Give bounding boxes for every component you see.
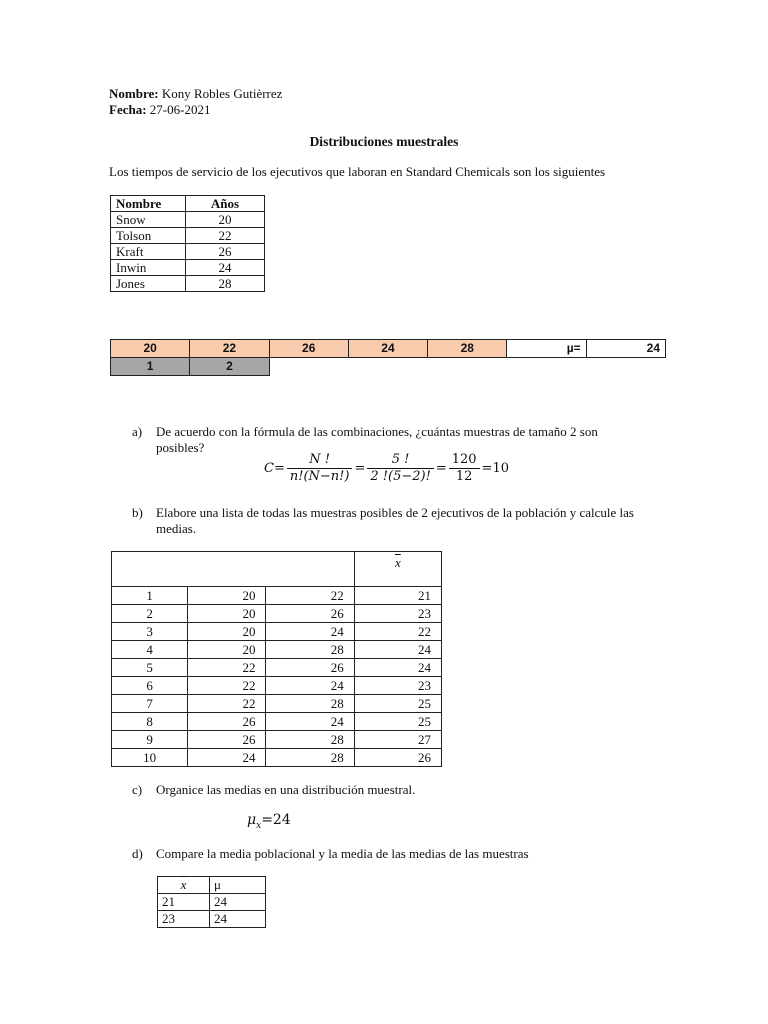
sample-value-2: 24 (266, 677, 354, 695)
sample-value-1: 22 (188, 659, 266, 677)
table-row (111, 244, 265, 260)
column-header-years: Años (186, 196, 265, 212)
samples-header-row (112, 552, 442, 587)
formula-fraction-3: $\frac{120}{12}$ (449, 452, 480, 485)
formula-result: 10 (492, 461, 509, 476)
sample-value-1: 22 (188, 677, 266, 695)
intro-text: Los tiempos de servicio de los ejecutivos que laboran en Standard Chemicals son los siguientes (109, 164, 606, 179)
table-row (158, 911, 266, 928)
cell-mu: 24 (210, 911, 266, 928)
sample-index: 3 (112, 623, 188, 641)
formula-fraction-1: $\frac{N !}{n!(N-n!)}$ (287, 452, 353, 485)
table-row (112, 659, 442, 677)
sample-index: 9 (112, 731, 188, 749)
sample-mean: 27 (354, 731, 441, 749)
cell-xbar: 23 (158, 911, 210, 928)
cell-years: 24 (186, 260, 265, 276)
value-cell: 20 (111, 340, 190, 358)
table-row (112, 605, 442, 623)
sample-value-1: 24 (188, 749, 266, 767)
sample-index: 10 (112, 749, 188, 767)
date-value: 27-06-2021 (149, 102, 211, 117)
table-header-row (111, 196, 265, 212)
sample-mean: 26 (354, 749, 441, 767)
cell-name: Snow (111, 212, 186, 228)
cell-mu: 24 (210, 894, 266, 911)
table-row (112, 677, 442, 695)
table-row (111, 276, 265, 292)
table-row (158, 894, 266, 911)
table-row (112, 713, 442, 731)
mu-label: µ= (507, 340, 586, 358)
date-label: Fecha: (109, 102, 147, 117)
question-b-text: Elabore una lista de todas las muestras posibles de 2 ejecutivos de la población y calcule las medias. (156, 505, 634, 536)
column-header-xbar: $\overline{x}$ (158, 877, 210, 894)
question-c (132, 782, 652, 800)
sampling-mean-formula (247, 812, 291, 831)
sample-value-1: 26 (188, 713, 266, 731)
sample-mean: 24 (354, 641, 441, 659)
sample-value-1: 20 (188, 605, 266, 623)
value-cell: 24 (348, 340, 427, 358)
question-d (132, 846, 652, 864)
sample-mean: 23 (354, 605, 441, 623)
name-value: Kony Robles Gutièrrez (161, 86, 283, 101)
sample-index: 2 (112, 605, 188, 623)
table-row (111, 212, 265, 228)
question-a-text: De acuerdo con la fórmula de las combinaciones, ¿cuántas muestras de tamaño 2 son posibles? (156, 424, 598, 455)
sample-value-1: 20 (188, 587, 266, 605)
sample-index: 4 (112, 641, 188, 659)
value-cell: 26 (269, 340, 348, 358)
sample-index: 1 (112, 587, 188, 605)
question-b (132, 505, 652, 539)
sample-value-2: 26 (266, 605, 354, 623)
comparison-table (157, 876, 266, 928)
name-label: Nombre: (109, 86, 159, 101)
sample-index: 6 (112, 677, 188, 695)
sample-value-1: 26 (188, 731, 266, 749)
sample-index: 8 (112, 713, 188, 731)
cell-years: 20 (186, 212, 265, 228)
sample-value-2: 26 (266, 659, 354, 677)
service-table (110, 195, 265, 292)
date-line (109, 102, 282, 118)
sample-value-2: 28 (266, 695, 354, 713)
comparison-header-row (158, 877, 266, 894)
formula-fraction-2: $\frac{5 !}{2 !(5-2)!}$ (367, 452, 433, 485)
cell-name: Tolson (111, 228, 186, 244)
sample-index: 5 (112, 659, 188, 677)
mu-subscript: x (256, 820, 262, 831)
sample-mean: 24 (354, 659, 441, 677)
sample-value-2: 22 (266, 587, 354, 605)
sample-value-1: 22 (188, 695, 266, 713)
sample-mean: 25 (354, 695, 441, 713)
cell-name: Jones (111, 276, 186, 292)
cell-years: 22 (186, 228, 265, 244)
mu-value: =24 (261, 812, 291, 828)
sample-size-cell: 2 (190, 358, 269, 376)
sample-value-2: 28 (266, 731, 354, 749)
sample-value-1: 20 (188, 641, 266, 659)
value-cell: 22 (190, 340, 269, 358)
column-header-name: Nombre (111, 196, 186, 212)
table-row (111, 228, 265, 244)
table-row (112, 641, 442, 659)
formula-lhs: C (264, 461, 274, 476)
table-row (112, 587, 442, 605)
question-c-text: Organice las medias en una distribución muestral. (156, 782, 416, 797)
combination-formula: C= $\frac{N !}{n!(N-n!)}$ = $\frac{5 !}{2 !(5-2)!}$ = $\frac{120}{12}$ =10 (264, 452, 509, 484)
cell-years: 28 (186, 276, 265, 292)
question-d-text: Compare la media poblacional y la media de las medias de las muestras (156, 846, 529, 861)
sample-index: 7 (112, 695, 188, 713)
table-row (112, 695, 442, 713)
sample-mean: 23 (354, 677, 441, 695)
cell-xbar: 21 (158, 894, 210, 911)
table-row (112, 749, 442, 767)
sample-size-row (111, 358, 666, 376)
question-c-label: c) (132, 782, 143, 797)
mu-value: 24 (586, 340, 665, 358)
cell-years: 26 (186, 244, 265, 260)
sample-mean: 22 (354, 623, 441, 641)
sample-value-2: 24 (266, 623, 354, 641)
column-header-mu: μ (210, 877, 266, 894)
table-row (112, 623, 442, 641)
samples-table (111, 551, 442, 767)
name-line (109, 86, 282, 102)
mean-header: $\overline{x}$ (354, 552, 441, 587)
sample-mean: 21 (354, 587, 441, 605)
sample-value-2: 28 (266, 641, 354, 659)
values-row (111, 340, 666, 358)
mu-symbol: μ (247, 812, 257, 828)
question-d-label: d) (132, 846, 143, 861)
header-block (109, 86, 282, 118)
table-row (112, 731, 442, 749)
sample-mean: 25 (354, 713, 441, 731)
sample-size-cell: 1 (111, 358, 190, 376)
question-b-label: b) (132, 505, 143, 520)
cell-name: Kraft (111, 244, 186, 260)
value-cell: 28 (428, 340, 507, 358)
sample-value-1: 20 (188, 623, 266, 641)
table-row (111, 260, 265, 276)
question-a-label: a) (132, 424, 143, 439)
page-title: Distribuciones muestrales (309, 134, 459, 149)
sample-value-2: 24 (266, 713, 354, 731)
cell-name: Inwin (111, 260, 186, 276)
sample-value-2: 28 (266, 749, 354, 767)
values-strip (110, 339, 666, 376)
